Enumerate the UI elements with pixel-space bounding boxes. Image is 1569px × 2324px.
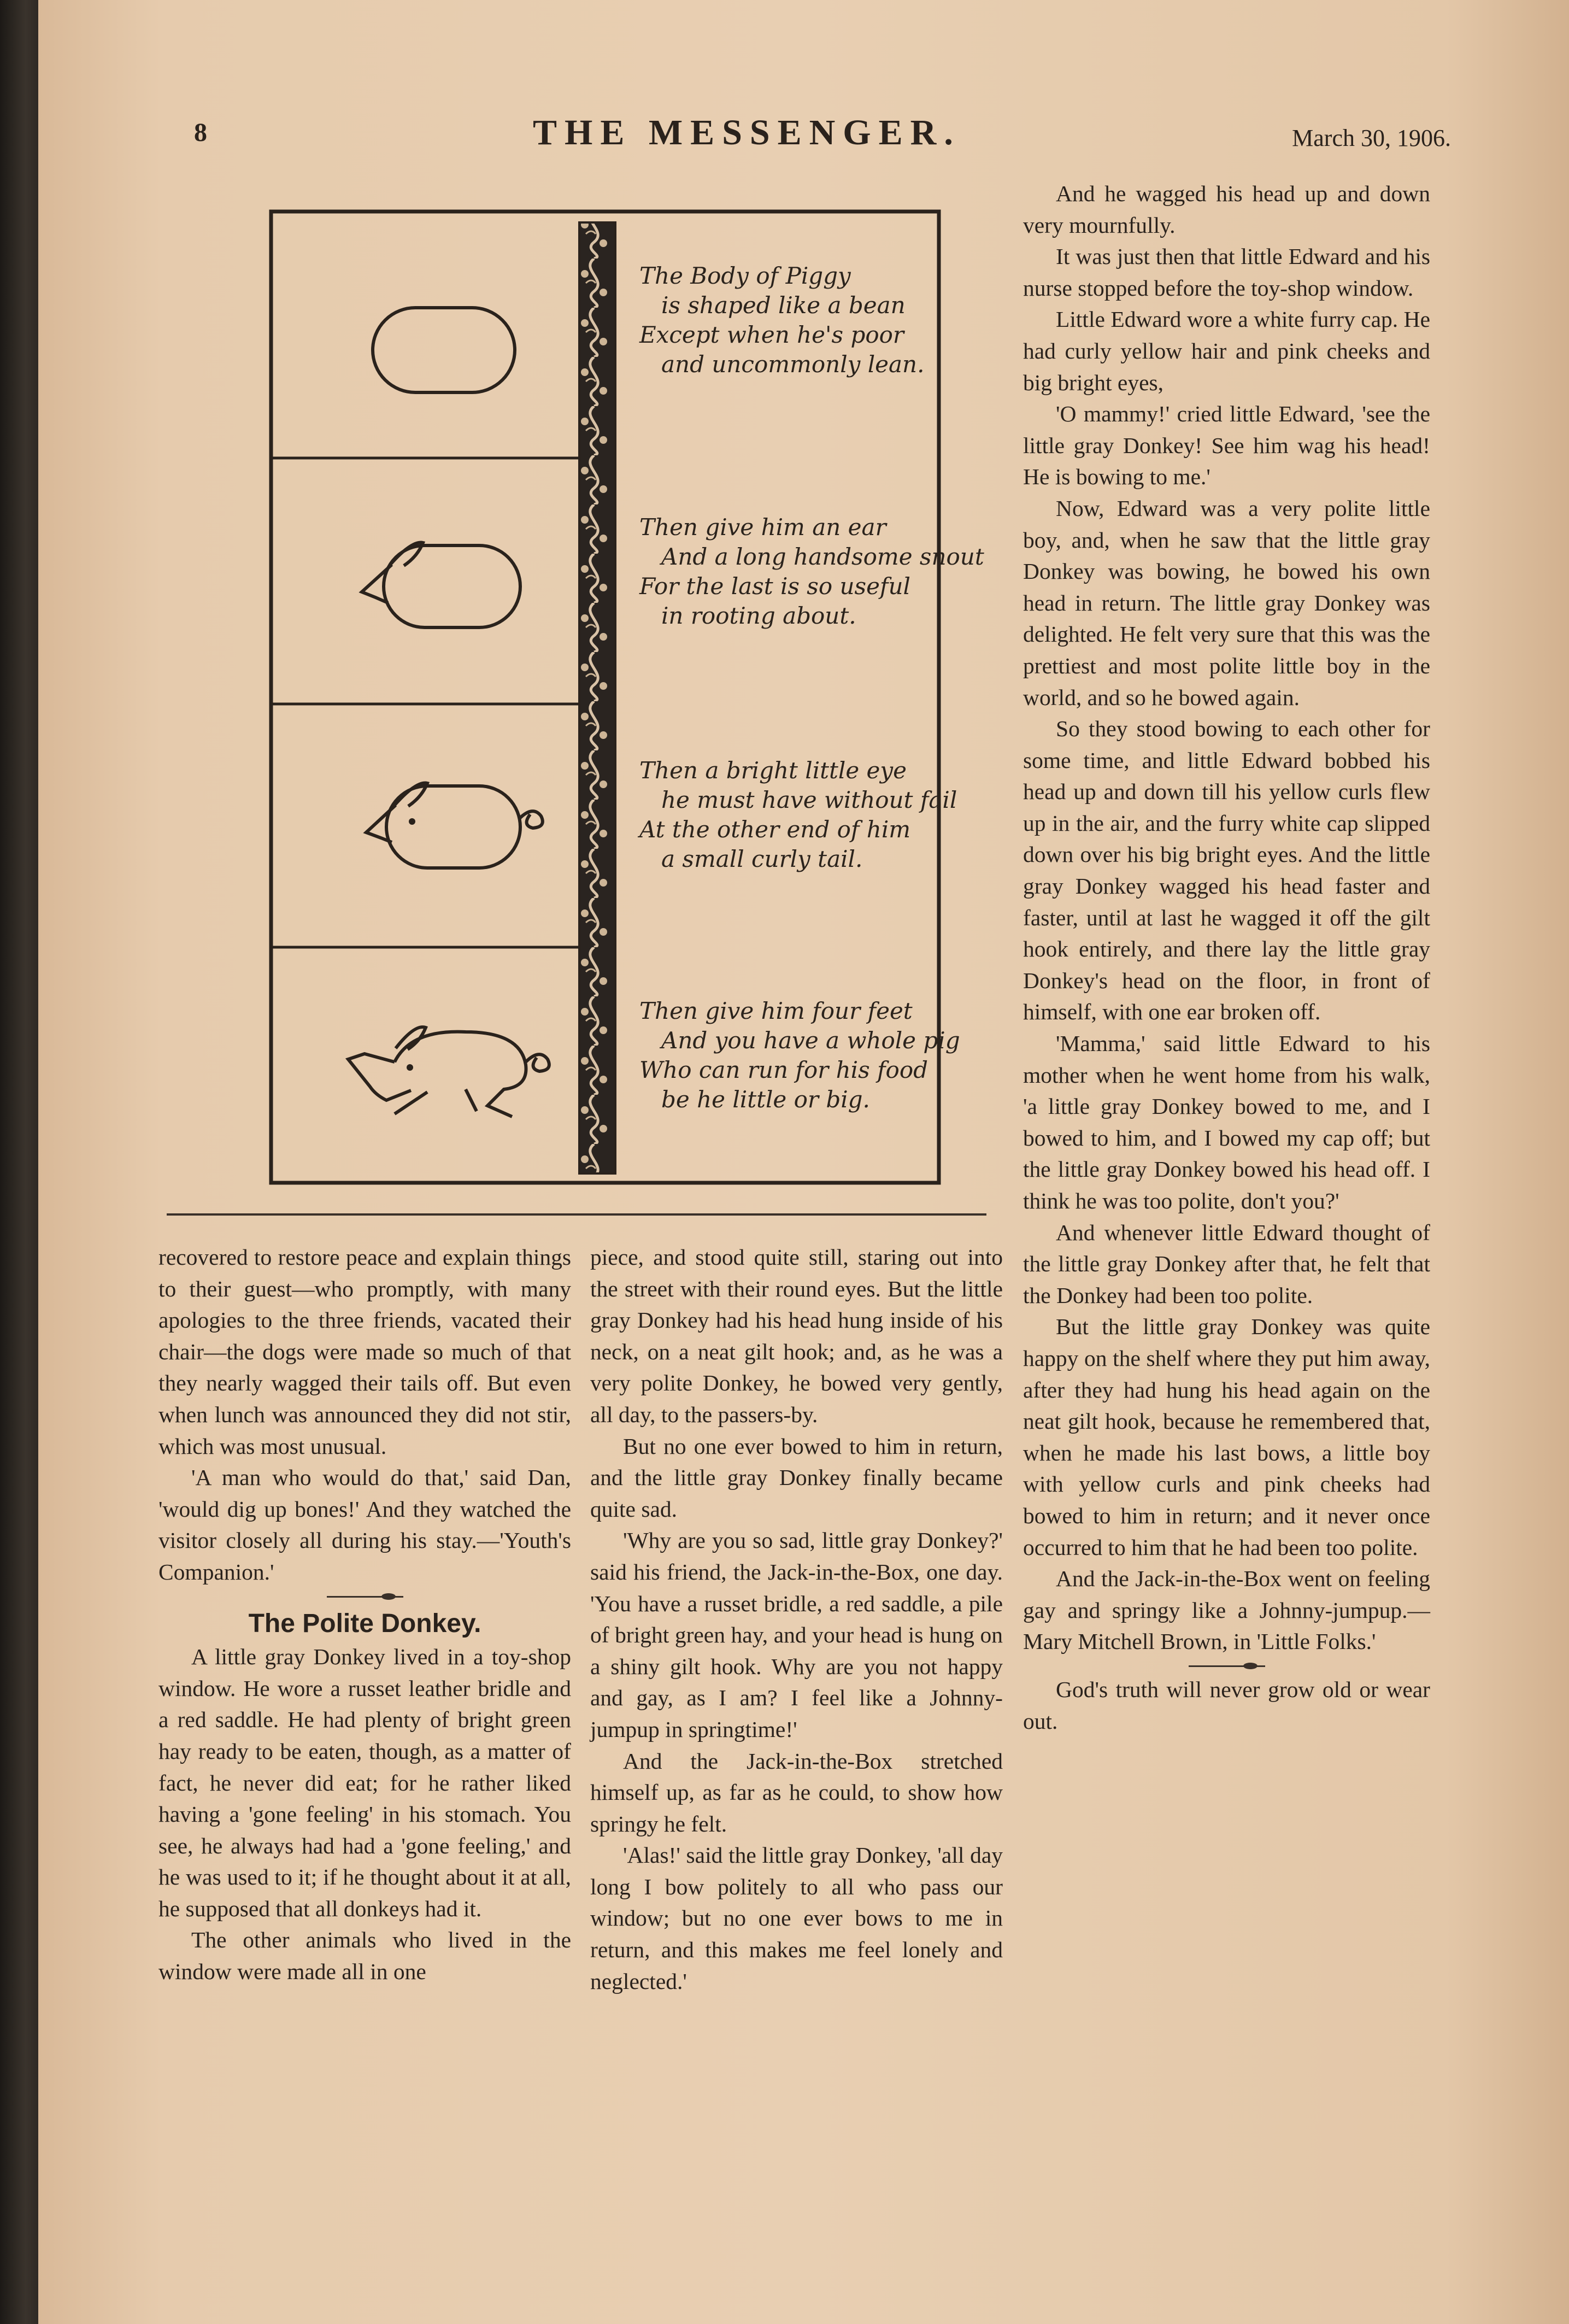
story-paragraph: And he wagged his head up and down very mournfully.: [1023, 181, 1430, 238]
story-paragraph: 'Mamma,' said little Edward to his mother when he went home from his walk, 'a little gray Donkey bowed to me, and I bowed to him, and I bowed my cap off; but the little gray Donkey bowed his head off. I think he was too polite, don't you?': [1023, 1031, 1430, 1213]
verse-line: Then give him an ear: [639, 514, 886, 541]
verse-eye-tail: [639, 756, 957, 874]
verse-ear-snout: [639, 513, 984, 631]
ornament-divider: [1023, 1658, 1430, 1674]
ornament-divider: [158, 1588, 571, 1605]
story-paragraph: And the Jack-in-the-Box stretched himself up, as far as he could, to show how springy he felt.: [590, 1748, 1003, 1836]
verse-line: For the last is so useful: [639, 573, 910, 600]
masthead-title: THE MESSENGER.: [533, 113, 961, 152]
story-paragraph: And whenever little Edward thought of the little gray Donkey after that, he felt that the Donkey had been too polite.: [1023, 1219, 1430, 1308]
story-paragraph: A little gray Donkey lived in a toy-shop window. He wore a russet leather bridle and a red saddle. He had plenty of bright green hay ready to be eaten, though, as a matter of fact, he never did eat; for he rather liked having a 'gone feeling' in his stomach. You see, he always had had a 'gone feeling,' and he was used to it; if he thought about it at all, he supposed that all donkeys had it.: [158, 1644, 571, 1921]
middle-column: [590, 1242, 1003, 1997]
verse-line: is shaped like a bean: [661, 292, 906, 319]
verse-line: And you have a whole pig: [661, 1027, 960, 1054]
article-paragraph: 'A man who would do that,' said Dan, 'would dig up bones!' And they watched the visitor closely all during his stay.—'Youth's Companion.': [158, 1465, 571, 1584]
verse-line: At the other end of him: [639, 816, 911, 843]
story-paragraph: But the little gray Donkey was quite happy on the shelf where they put him away, after they had hung his head again on the neat gilt hook, because he remembered that, when he made his last bows, a little boy with yellow curls and pink cheeks had bowed to him in return; and it never once occurred to him that he had been too polite.: [1023, 1314, 1430, 1560]
right-column: [1023, 178, 1430, 1737]
verse-four-feet: [639, 996, 960, 1114]
story-paragraph: 'O mammy!' cried little Edward, 'see the little gray Donkey! See him wag his head! He is bowing to me.': [1023, 401, 1430, 490]
page-header: [194, 112, 1451, 161]
verse-line: Then give him four feet: [639, 997, 913, 1024]
verse-bean: [639, 261, 924, 379]
story-paragraph: But no one ever bowed to him in return, and the little gray Donkey finally became quite sad.: [590, 1433, 1003, 1522]
story-paragraph: And the Jack-in-the-Box went on feeling gay and springy like a Johnny-jumpup.—Mary Mitchell Brown, in 'Little Folks.': [1023, 1566, 1430, 1654]
verse-line: be he little or big.: [661, 1086, 870, 1113]
story-paragraph: 'Why are you so sad, little gray Donkey?' said his friend, the Jack-in-the-Box, one day. 'You have a russet bridle, a red saddle, a pile of bright green hay, and your head is hung on a shiny gilt hook. Why are you not happy and gay, as I am? I feel like a Johnny-jumpup in springtime!': [590, 1528, 1003, 1742]
left-column: [158, 1242, 571, 1988]
story-paragraph: Little Edward wore a white furry cap. He had curly yellow hair and pink cheeks and big bright eyes,: [1023, 307, 1430, 395]
verse-line: And a long handsome snout: [661, 543, 984, 570]
verse-line: Except when he's poor: [639, 321, 904, 348]
story-paragraph: It was just then that little Edward and his nurse stopped before the toy-shop window.: [1023, 244, 1430, 301]
story-paragraph: piece, and stood quite still, staring out into the street with their round eyes. But the little gray Donkey had his head hung inside of his neck, on a neat gilt hook; and, as he was a very polite Donkey, he bowed very gently, all day, to the passers-by.: [590, 1245, 1003, 1427]
verse-line: a small curly tail.: [661, 846, 863, 872]
page-binding-shadow: [0, 0, 43, 2324]
story-paragraph: So they stood bowing to each other for some time, and little Edward bobbed his head up and down till his yellow curls flew up in the air, and the furry white cap slipped down over his big bright eyes. And the little gray Donkey wagged his head faster and faster, until at last he wagged it off the gilt hook entirely, and there lay the little gray Donkey's head on the floor, in front of himself, with one ear broken off.: [1023, 716, 1430, 1025]
story-paragraph: The other animals who lived in the window were made all in one: [158, 1927, 571, 1985]
story-paragraph: 'Alas!' said the little gray Donkey, 'all day long I bow politely to all who pass our window; but no one ever bows to me in return, and this makes me feel lonely and neglected.': [590, 1842, 1003, 1994]
piggy-drawing-illustration: [269, 209, 984, 1185]
section-divider: [167, 1213, 986, 1216]
page-number: 8: [194, 118, 207, 147]
verse-line: Who can run for his food: [639, 1057, 928, 1083]
issue-date: March 30, 1906.: [1292, 125, 1451, 151]
verse-line: he must have without fail: [661, 787, 957, 813]
article-paragraph: recovered to restore peace and explain things to their guest—who promptly, with many apologies to the three friends, vacated their chair—the dogs were made so much of that they nearly wagged their tails off. But even when lunch was announced they did not stir, which was most unusual.: [158, 1245, 571, 1459]
verse-line: Then a bright little eye: [639, 757, 907, 784]
verse-line: and uncommonly lean.: [661, 351, 925, 378]
story-title: The Polite Donkey.: [248, 1609, 481, 1638]
story-paragraph: Now, Edward was a very polite little boy, and, when he saw that the little gray Donkey was bowing, he bowed his own head in return. The little gray Donkey was delighted. He felt very sure that this was the prettiest and most polite little boy in the world, and so he bowed again.: [1023, 495, 1430, 710]
verse-line: The Body of Piggy: [639, 262, 851, 289]
closing-line: God's truth will never grow old or wear out.: [1023, 1676, 1430, 1734]
verse-line: in rooting about.: [661, 602, 856, 629]
